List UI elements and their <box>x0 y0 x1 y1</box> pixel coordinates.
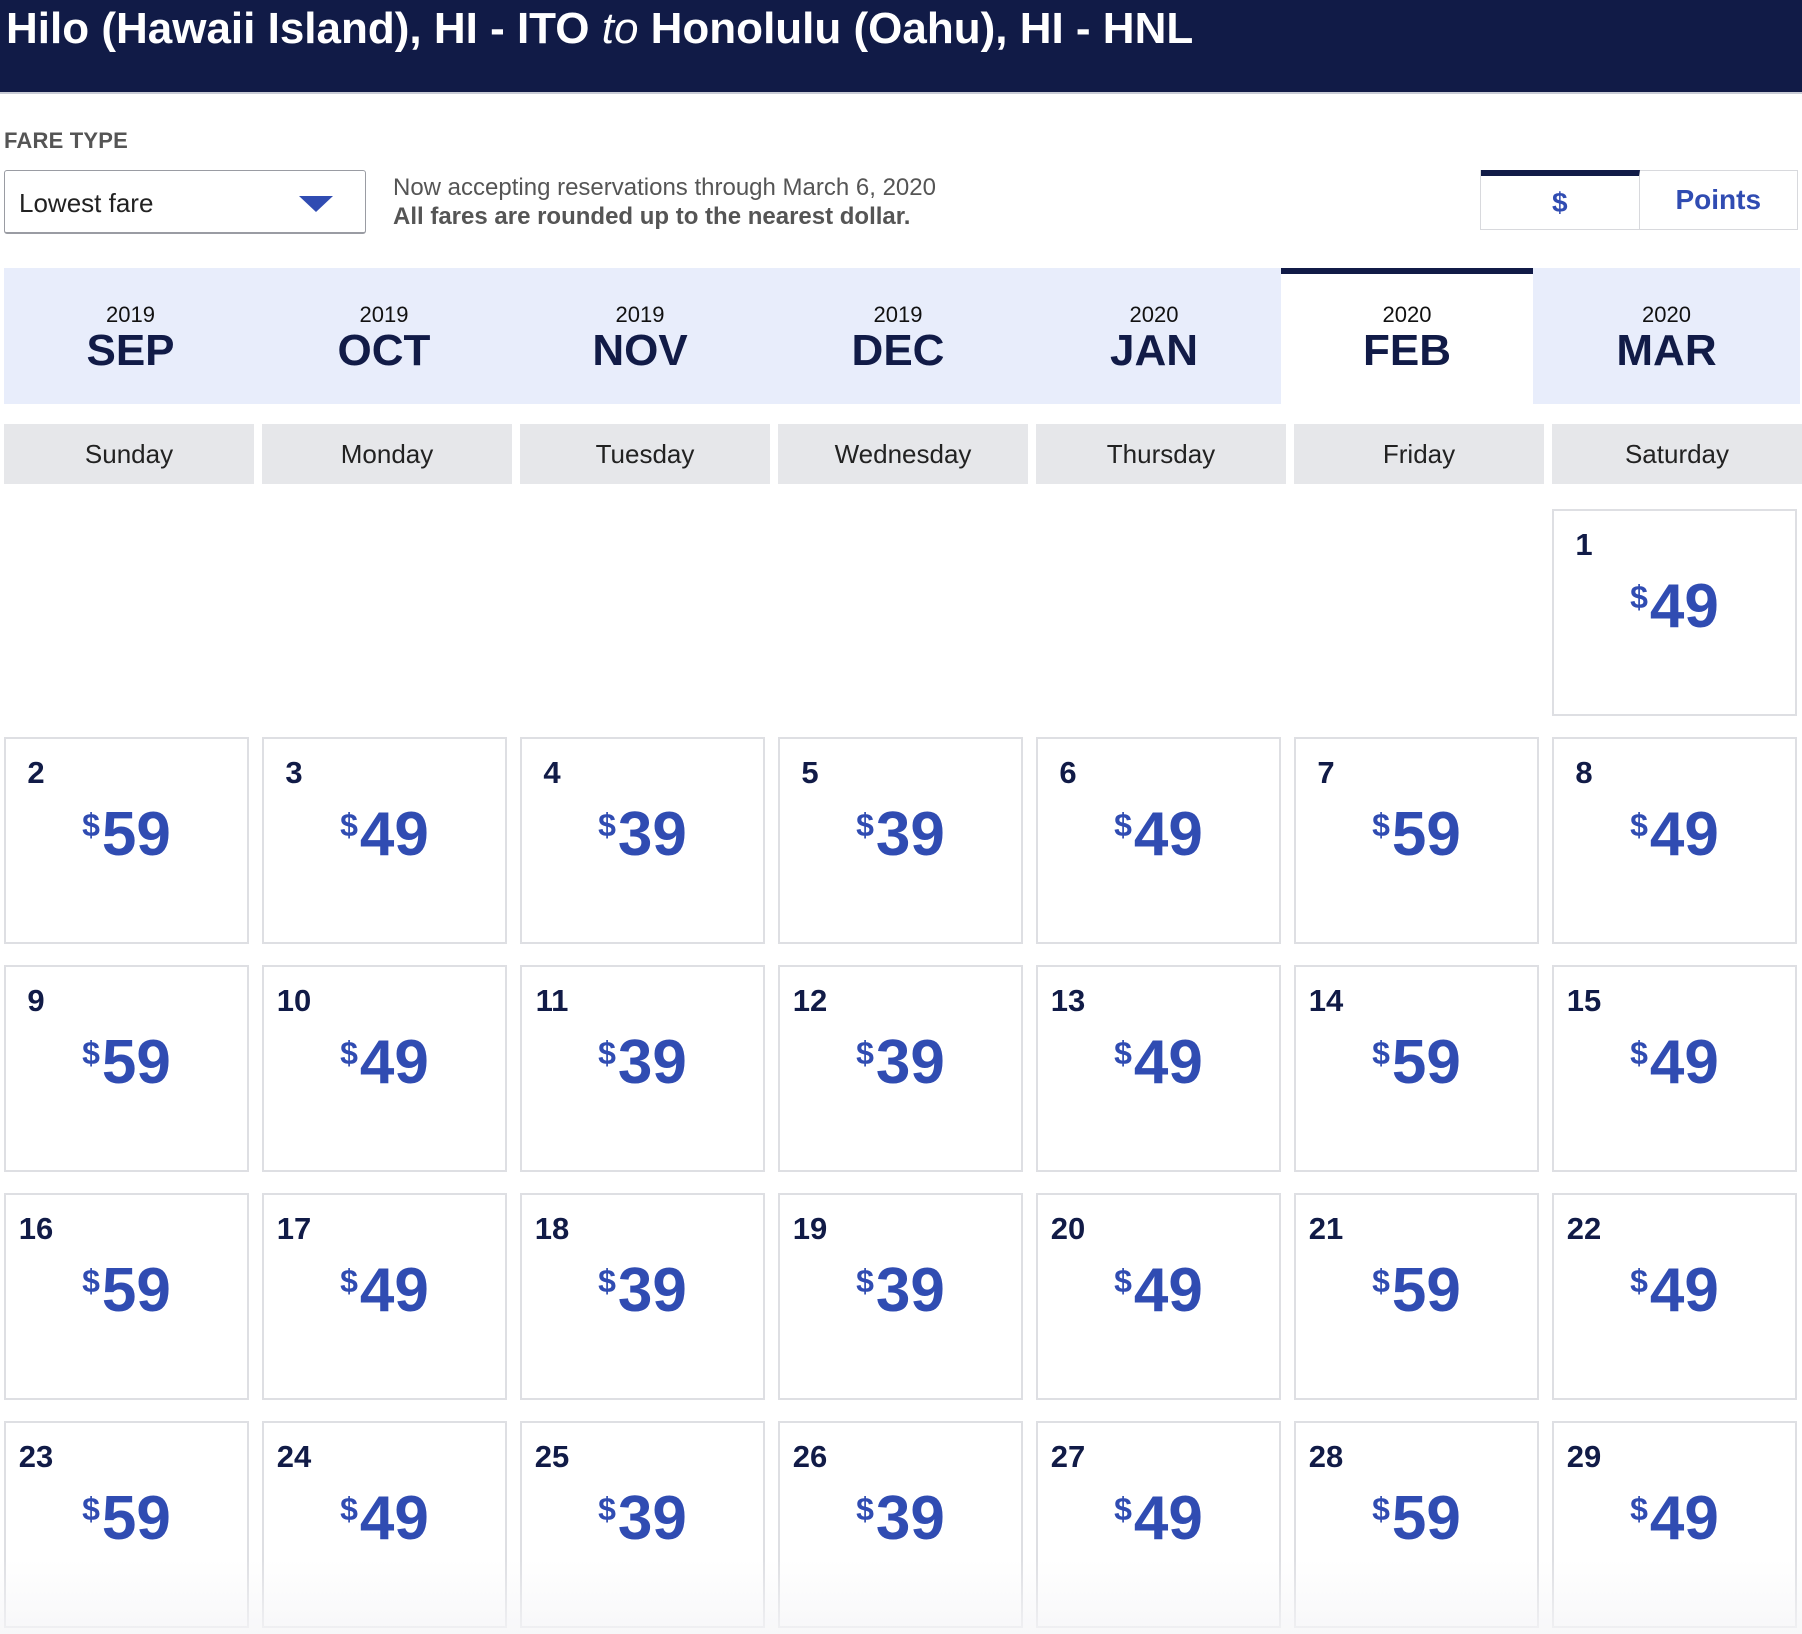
fare-amount: 49 <box>359 800 429 869</box>
currency-symbol: $ <box>598 1035 616 1071</box>
fare-amount: 39 <box>875 800 945 869</box>
month-tab-oct[interactable] <box>257 268 511 404</box>
month-tab-month: DEC <box>851 326 945 375</box>
day-fare-price <box>6 1027 247 1099</box>
day-number: 24 <box>276 1439 312 1474</box>
day-number: 29 <box>1566 1439 1602 1474</box>
day-fare-price <box>780 1255 1021 1327</box>
day-number: 6 <box>1059 755 1077 790</box>
calendar-day-cell[interactable] <box>1036 737 1281 944</box>
currency-symbol: $ <box>1630 807 1648 843</box>
day-fare-price <box>6 1255 247 1327</box>
fare-amount: 49 <box>1133 1256 1203 1325</box>
currency-symbol: $ <box>1372 1035 1390 1071</box>
day-number: 1 <box>1575 527 1593 562</box>
month-tab-month: FEB <box>1363 326 1451 375</box>
day-number: 19 <box>792 1211 828 1246</box>
day-number: 10 <box>276 983 312 1018</box>
month-tab-year: 2019 <box>615 302 665 327</box>
weekday-header-friday: Friday <box>1294 424 1544 484</box>
weekday-header-thursday: Thursday <box>1036 424 1286 484</box>
reservation-notice <box>393 173 936 231</box>
calendar-day-cell[interactable] <box>1036 1193 1281 1400</box>
calendar-day-cell[interactable] <box>520 1421 765 1628</box>
month-tab-month: MAR <box>1616 326 1717 375</box>
fare-amount: 39 <box>617 1484 687 1553</box>
currency-symbol: $ <box>340 1035 358 1071</box>
day-fare-price <box>1296 1255 1537 1327</box>
fare-amount: 49 <box>1133 1484 1203 1553</box>
calendar-day-cell[interactable] <box>1294 737 1539 944</box>
calendar-day-cell[interactable] <box>262 737 507 944</box>
day-fare-price <box>1296 799 1537 871</box>
day-fare-price <box>1038 1255 1279 1327</box>
month-tab-dec[interactable] <box>769 268 1027 404</box>
currency-symbol: $ <box>340 1491 358 1527</box>
calendar-day-cell[interactable] <box>778 737 1023 944</box>
calendar-day-cell[interactable] <box>262 1421 507 1628</box>
fare-amount: 39 <box>875 1028 945 1097</box>
calendar-day-cell[interactable] <box>520 965 765 1172</box>
calendar-day-cell[interactable] <box>778 1193 1023 1400</box>
fare-amount: 49 <box>1649 1028 1719 1097</box>
currency-symbol: $ <box>82 1491 100 1527</box>
day-fare-price <box>264 799 505 871</box>
calendar-day-cell[interactable] <box>4 737 249 944</box>
day-fare-price <box>522 1027 763 1099</box>
currency-symbol: $ <box>1630 579 1648 615</box>
currency-symbol: $ <box>1372 807 1390 843</box>
month-tab-sep[interactable] <box>4 268 257 404</box>
fare-amount: 39 <box>617 1028 687 1097</box>
fare-amount: 59 <box>101 800 171 869</box>
notice-line-reservations: Now accepting reservations through March 6, 2020 <box>393 174 936 201</box>
day-number: 18 <box>534 1211 570 1246</box>
calendar-day-cell[interactable] <box>4 1421 249 1628</box>
day-number: 5 <box>801 755 819 790</box>
fare-amount: 59 <box>1391 1484 1461 1553</box>
month-tab-year: 2019 <box>106 302 155 327</box>
day-fare-price <box>1554 1027 1795 1099</box>
day-number: 28 <box>1308 1439 1344 1474</box>
day-fare-price <box>522 1483 763 1555</box>
currency-symbol: $ <box>1114 807 1132 843</box>
fare-amount: 59 <box>101 1484 171 1553</box>
currency-symbol: $ <box>856 1263 874 1299</box>
fare-amount: 49 <box>359 1484 429 1553</box>
currency-symbol: $ <box>856 1035 874 1071</box>
currency-symbol: $ <box>1372 1263 1390 1299</box>
calendar-day-cell[interactable] <box>520 737 765 944</box>
day-number: 16 <box>18 1211 54 1246</box>
currency-dollar-button[interactable]: $ <box>1481 170 1640 229</box>
day-number: 13 <box>1050 983 1086 1018</box>
weekday-header-row <box>0 424 1802 484</box>
currency-symbol: $ <box>598 807 616 843</box>
currency-symbol: $ <box>1630 1263 1648 1299</box>
fare-amount: 59 <box>101 1028 171 1097</box>
day-fare-price <box>1554 1483 1795 1555</box>
fare-type-label: FARE TYPE <box>4 128 129 153</box>
fare-amount: 39 <box>617 800 687 869</box>
currency-points-button[interactable]: Points <box>1640 171 1798 229</box>
day-fare-price <box>264 1255 505 1327</box>
calendar-day-cell[interactable] <box>520 1193 765 1400</box>
day-number: 26 <box>792 1439 828 1474</box>
fare-amount: 49 <box>1133 800 1203 869</box>
weekday-header-wednesday: Wednesday <box>778 424 1028 484</box>
calendar-day-cell[interactable] <box>1552 1421 1797 1628</box>
day-number: 11 <box>535 983 569 1018</box>
weekday-header-tuesday: Tuesday <box>520 424 770 484</box>
day-fare-price <box>6 1483 247 1555</box>
day-fare-price <box>1038 1027 1279 1099</box>
fare-amount: 59 <box>101 1256 171 1325</box>
month-tab-year: 2019 <box>359 302 409 327</box>
currency-symbol: $ <box>1114 1491 1132 1527</box>
notice-line-rounding: All fares are rounded up to the nearest dollar. <box>393 203 911 230</box>
day-number: 27 <box>1050 1439 1086 1474</box>
calendar-day-cell[interactable] <box>1552 509 1797 716</box>
day-number: 23 <box>18 1439 54 1474</box>
day-number: 4 <box>543 755 561 790</box>
fare-amount: 49 <box>1133 1028 1203 1097</box>
day-fare-price <box>780 1483 1021 1555</box>
calendar-day-cell[interactable] <box>778 965 1023 1172</box>
fare-amount: 49 <box>359 1028 429 1097</box>
day-fare-price <box>1038 1483 1279 1555</box>
day-fare-price <box>6 799 247 871</box>
month-tab-month: SEP <box>86 326 175 375</box>
day-fare-price <box>780 1027 1021 1099</box>
calendar-day-cell[interactable] <box>1036 1421 1281 1628</box>
day-number: 3 <box>285 755 303 790</box>
month-tab-feb[interactable] <box>1281 268 1533 404</box>
destination-label: Honolulu (Oahu), HI - HNL <box>650 4 1194 53</box>
day-number: 25 <box>534 1439 570 1474</box>
currency-symbol: $ <box>82 1263 100 1299</box>
calendar-day-cell[interactable] <box>1294 1193 1539 1400</box>
day-number: 17 <box>276 1211 312 1246</box>
month-tab-month: OCT <box>337 326 431 375</box>
weekday-header-saturday: Saturday <box>1552 424 1802 484</box>
calendar-day-cell[interactable] <box>1294 965 1539 1172</box>
day-number: 21 <box>1308 1211 1344 1246</box>
month-tab-nov[interactable] <box>511 268 769 404</box>
route-connector: to <box>601 4 639 53</box>
route-title <box>6 2 1193 56</box>
calendar-day-cell[interactable] <box>262 965 507 1172</box>
calendar-day-cell[interactable] <box>1294 1421 1539 1628</box>
currency-symbol: $ <box>598 1491 616 1527</box>
day-fare-price <box>1554 571 1795 643</box>
currency-toggle <box>1480 170 1798 230</box>
calendar-day-cell[interactable] <box>778 1421 1023 1628</box>
month-tab-year: 2020 <box>1129 302 1179 327</box>
calendar-day-cell[interactable] <box>4 965 249 1172</box>
calendar-day-cell[interactable] <box>1036 965 1281 1172</box>
day-number: 2 <box>27 755 45 790</box>
day-number: 12 <box>792 983 828 1018</box>
fare-amount: 39 <box>617 1256 687 1325</box>
fare-amount: 49 <box>1649 1484 1719 1553</box>
month-tab-mar[interactable] <box>1533 268 1800 404</box>
day-fare-price <box>264 1027 505 1099</box>
calendar-day-cell[interactable] <box>1552 737 1797 944</box>
day-fare-price <box>1296 1483 1537 1555</box>
day-fare-price <box>522 799 763 871</box>
month-tabs <box>4 268 1800 404</box>
currency-symbol: $ <box>1630 1035 1648 1071</box>
fare-amount: 49 <box>1649 572 1719 641</box>
month-tab-year: 2020 <box>1642 302 1691 327</box>
day-fare-price <box>1296 1027 1537 1099</box>
fare-amount: 59 <box>1391 1256 1461 1325</box>
month-tab-year: 2019 <box>873 302 923 327</box>
currency-symbol: $ <box>1630 1491 1648 1527</box>
calendar-day-cell[interactable] <box>1552 965 1797 1172</box>
day-number: 20 <box>1050 1211 1086 1246</box>
currency-symbol: $ <box>340 807 358 843</box>
day-number: 14 <box>1308 983 1344 1018</box>
day-fare-price <box>1038 799 1279 871</box>
day-fare-price <box>780 799 1021 871</box>
weekday-header-monday: Monday <box>262 424 512 484</box>
fare-amount: 49 <box>1649 1256 1719 1325</box>
month-tab-jan[interactable] <box>1027 268 1281 404</box>
fare-amount: 49 <box>1649 800 1719 869</box>
currency-symbol: $ <box>82 1035 100 1071</box>
month-tab-month: JAN <box>1109 326 1199 375</box>
currency-symbol: $ <box>1372 1491 1390 1527</box>
fare-amount: 39 <box>875 1484 945 1553</box>
currency-symbol: $ <box>82 807 100 843</box>
currency-symbol: $ <box>598 1263 616 1299</box>
calendar-day-cell[interactable] <box>1552 1193 1797 1400</box>
day-fare-price <box>1554 799 1795 871</box>
origin-label: Hilo (Hawaii Island), HI - ITO <box>6 4 590 53</box>
currency-symbol: $ <box>856 807 874 843</box>
route-header <box>0 0 1802 94</box>
day-number: 22 <box>1566 1211 1602 1246</box>
day-number: 8 <box>1575 755 1593 790</box>
day-number: 9 <box>27 983 45 1018</box>
fare-amount: 39 <box>875 1256 945 1325</box>
day-fare-price <box>264 1483 505 1555</box>
weekday-header-sunday: Sunday <box>4 424 254 484</box>
fare-amount: 59 <box>1391 800 1461 869</box>
month-tab-month: NOV <box>592 326 688 375</box>
currency-symbol: $ <box>340 1263 358 1299</box>
fare-amount: 49 <box>359 1256 429 1325</box>
currency-symbol: $ <box>856 1491 874 1527</box>
calendar-day-cell[interactable] <box>4 1193 249 1400</box>
currency-symbol: $ <box>1114 1263 1132 1299</box>
month-tab-year: 2020 <box>1382 302 1432 327</box>
currency-symbol: $ <box>1114 1035 1132 1071</box>
day-number: 7 <box>1317 755 1335 790</box>
calendar-day-cell[interactable] <box>262 1193 507 1400</box>
fare-amount: 59 <box>1391 1028 1461 1097</box>
fare-type-select[interactable] <box>4 170 366 234</box>
fare-type-selected-value: Lowest fare <box>19 188 154 218</box>
day-number: 15 <box>1566 983 1602 1018</box>
day-fare-price <box>1554 1255 1795 1327</box>
day-fare-price <box>522 1255 763 1327</box>
chevron-down-icon <box>299 196 333 212</box>
